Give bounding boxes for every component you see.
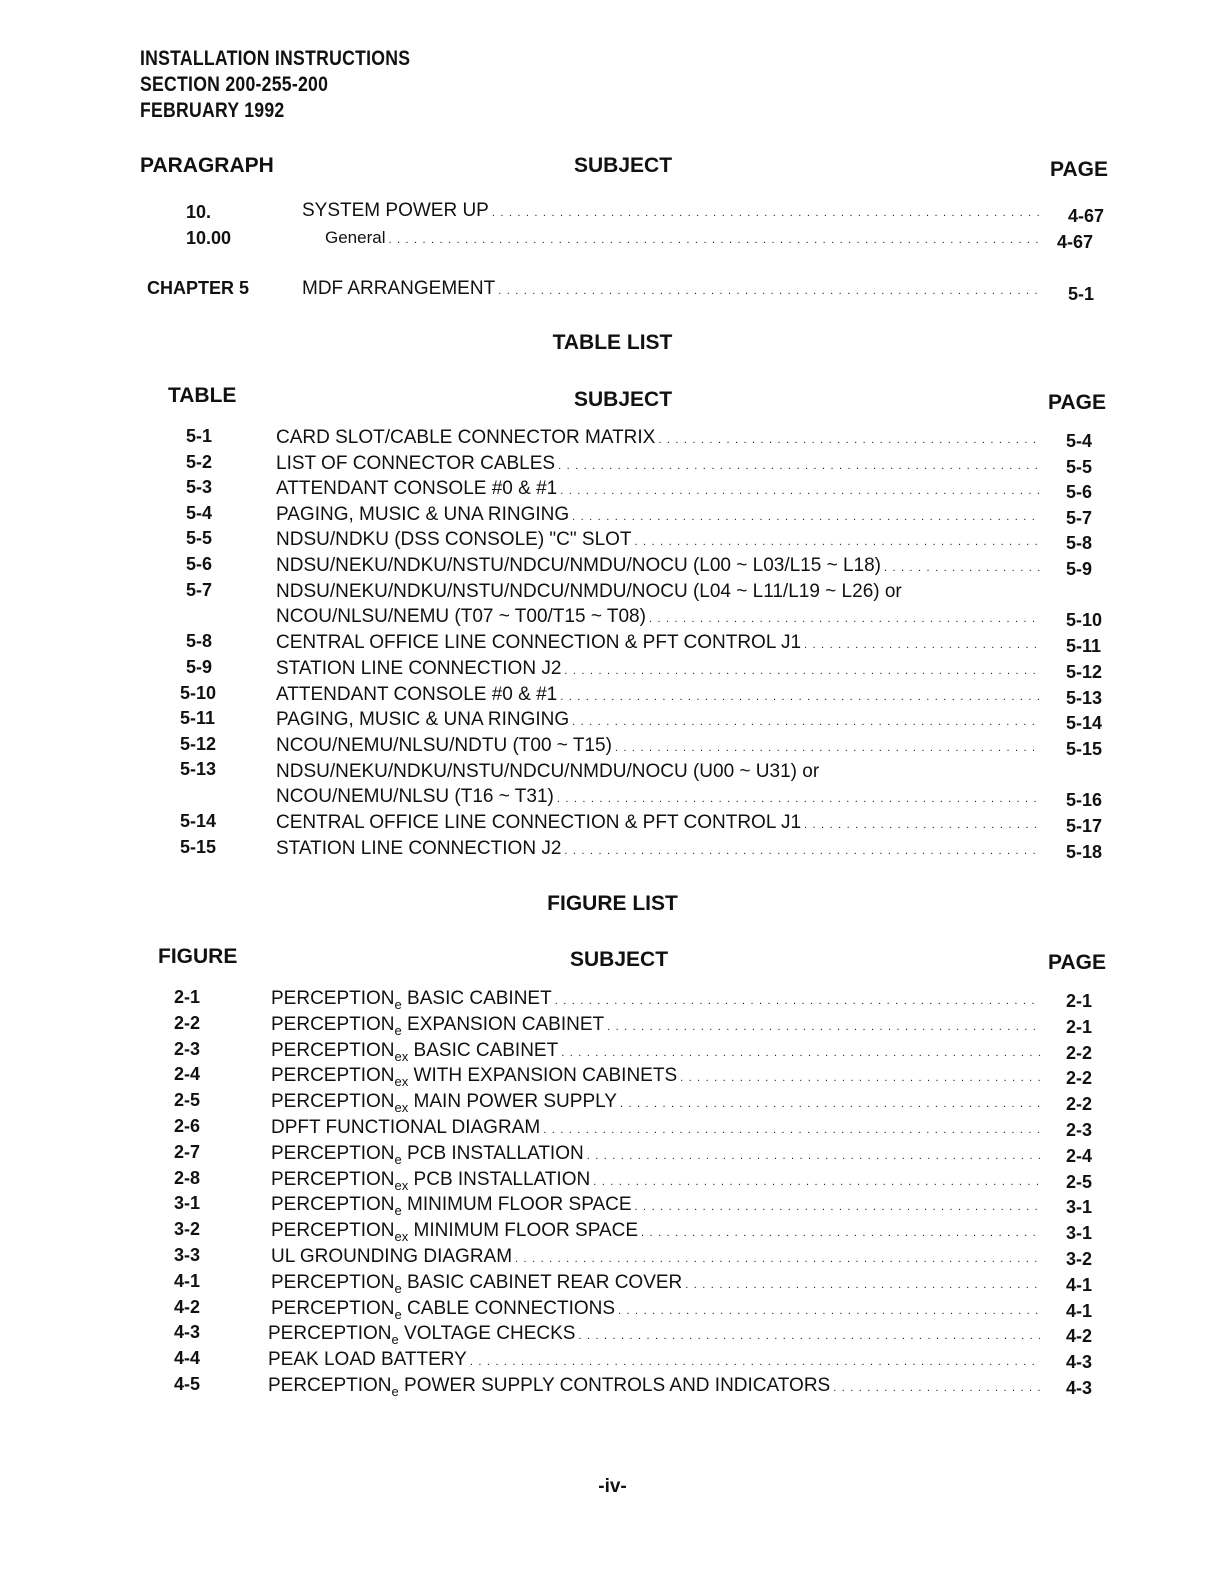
figure-product-name: PERCEPTION — [271, 1220, 395, 1241]
table-page: 5-6 — [1066, 482, 1093, 502]
table-num: 5-14 — [180, 811, 217, 831]
figure-page: 3-2 — [1066, 1249, 1093, 1269]
table-subject: CENTRAL OFFICE LINE CONNECTION & PFT CONTROL J1 . . . — [276, 632, 1042, 654]
contents-page: 4-67 — [1057, 232, 1094, 252]
figure-product-name: PERCEPTION — [271, 1298, 395, 1319]
figure-subject — [271, 1272, 1042, 1296]
figure-num: 2-3 — [174, 1039, 201, 1059]
figure-subject — [271, 1117, 1042, 1139]
header-section: SECTION 200-255-200 — [140, 73, 329, 96]
table-num: 5-13 — [180, 759, 217, 779]
table-num: 5-3 — [186, 477, 213, 497]
figure-page: 4-2 — [1066, 1326, 1093, 1346]
table-page: 5-10 — [1066, 610, 1103, 630]
figure-num: 4-1 — [174, 1271, 201, 1291]
table-subject: STATION LINE CONNECTION J2 . . . — [276, 838, 1042, 860]
figure-num: 2-8 — [174, 1168, 201, 1188]
table-num: 5-10 — [180, 683, 217, 703]
figure-num: 2-7 — [174, 1142, 201, 1162]
figure-product-name: PERCEPTION — [271, 1143, 395, 1164]
figure-page: 2-5 — [1066, 1172, 1093, 1192]
figure-subject-text: BASIC CABINET — [408, 1040, 559, 1061]
figure-num: 3-1 — [174, 1193, 201, 1213]
figure-subject-text: DPFT FUNCTIONAL DIAGRAM — [271, 1117, 541, 1138]
table-subject: ATTENDANT CONSOLE #0 & #1 . . . — [276, 684, 1042, 706]
figure-list-title: FIGURE LIST — [547, 892, 678, 915]
figure-page: 2-1 — [1066, 991, 1093, 1011]
figure-subject — [271, 1040, 1042, 1064]
col-subject-heading: SUBJECT — [570, 948, 669, 971]
page-number: -iv- — [598, 1476, 627, 1497]
figure-subject — [271, 1298, 1042, 1322]
table-subject: PAGING, MUSIC & UNA RINGING . . . — [276, 504, 1042, 526]
figure-subject-text: BASIC CABINET — [401, 988, 552, 1009]
table-subject: NDSU/NEKU/NDKU/NSTU/NDCU/NMDU/NOCU (L00 ~ L03/L15 ~ L18) . . . — [276, 555, 1042, 577]
figure-product-name: PERCEPTION — [271, 1272, 395, 1293]
figure-num: 4-5 — [174, 1374, 201, 1394]
figure-subject-text: MAIN POWER SUPPLY — [408, 1091, 617, 1112]
figure-subject — [271, 1194, 1042, 1218]
table-num: 5-11 — [180, 708, 216, 728]
figure-product-name: PERCEPTION — [271, 1040, 395, 1061]
table-subject: ATTENDANT CONSOLE #0 & #1 . . . — [276, 478, 1042, 500]
figure-subject-text: UL GROUNDING DIAGRAM — [271, 1246, 513, 1267]
col-subject-heading: SUBJECT — [574, 388, 673, 411]
figure-product-subscript: e — [391, 1332, 399, 1347]
header-date: FEBRUARY 1992 — [140, 99, 285, 122]
header-title: INSTALLATION INSTRUCTIONS — [140, 47, 411, 70]
figure-subject — [271, 1065, 1042, 1089]
figure-subject — [268, 1323, 1042, 1347]
figure-product-subscript: ex — [394, 1100, 409, 1115]
figure-product-subscript: e — [394, 1307, 402, 1322]
figure-product-name: PERCEPTION — [268, 1323, 392, 1344]
figure-num: 4-4 — [174, 1348, 201, 1368]
figure-subject — [271, 1246, 1042, 1268]
figure-product-subscript: ex — [394, 1074, 409, 1089]
figure-subject — [271, 1091, 1042, 1115]
table-subject: CARD SLOT/CABLE CONNECTOR MATRIX . . . — [276, 427, 1042, 449]
table-list-title: TABLE LIST — [552, 331, 673, 354]
table-page: 5-15 — [1066, 739, 1103, 759]
table-subject-continued: NCOU/NEMU/NLSU (T16 ~ T31) . . . — [276, 786, 1042, 808]
figure-num: 3-2 — [174, 1219, 201, 1239]
table-page: 5-8 — [1066, 533, 1093, 553]
figure-subject-text: WITH EXPANSION CABINETS — [408, 1065, 678, 1086]
figure-num: 2-5 — [174, 1090, 201, 1110]
table-subject: STATION LINE CONNECTION J2 . . . — [276, 658, 1042, 680]
figure-subject — [271, 988, 1042, 1012]
table-num: 5-7 — [186, 580, 213, 600]
figure-subject — [271, 1014, 1042, 1038]
table-page: 5-13 — [1066, 688, 1103, 708]
figure-subject — [268, 1349, 1042, 1371]
figure-subject-text: VOLTAGE CHECKS — [398, 1323, 576, 1344]
table-page: 5-12 — [1066, 662, 1103, 682]
figure-page: 4-1 — [1066, 1275, 1093, 1295]
table-subject-continued: NCOU/NLSU/NEMU (T07 ~ T00/T15 ~ T08) . . . — [276, 606, 1042, 628]
figure-product-subscript: ex — [394, 1229, 409, 1244]
contents-num: 10.00 — [186, 228, 232, 248]
figure-product-subscript: ex — [394, 1049, 409, 1064]
figure-page: 4-1 — [1066, 1301, 1093, 1321]
table-subject: NCOU/NEMU/NLSU/NDTU (T00 ~ T15) . . . — [276, 735, 1042, 757]
contents-subject: SYSTEM POWER UP . . . — [302, 200, 1042, 222]
figure-page: 2-2 — [1066, 1068, 1093, 1088]
table-num: 5-5 — [186, 528, 213, 548]
figure-num: 2-4 — [174, 1064, 201, 1084]
figure-subject — [271, 1143, 1042, 1167]
col-page-heading: PAGE — [1048, 951, 1106, 974]
figure-product-name: PERCEPTION — [271, 1091, 395, 1112]
figure-subject — [268, 1375, 1042, 1399]
table-page: 5-16 — [1066, 790, 1103, 810]
col-paragraph-heading: PARAGRAPH — [140, 154, 274, 177]
figure-subject-text: POWER SUPPLY CONTROLS AND INDICATORS — [398, 1375, 831, 1396]
figure-page: 2-3 — [1066, 1120, 1093, 1140]
figure-page: 3-1 — [1066, 1223, 1093, 1243]
figure-product-name: PERCEPTION — [268, 1375, 392, 1396]
figure-product-subscript: ex — [394, 1178, 409, 1193]
table-num: 5-6 — [186, 554, 213, 574]
figure-product-name: PERCEPTION — [271, 1065, 395, 1086]
table-subject: CENTRAL OFFICE LINE CONNECTION & PFT CONTROL J1 . . . — [276, 812, 1042, 834]
table-page: 5-17 — [1066, 816, 1103, 836]
figure-product-subscript: e — [394, 1281, 402, 1296]
figure-product-subscript: e — [391, 1384, 399, 1399]
col-table-heading: TABLE — [168, 384, 237, 407]
figure-num: 3-3 — [174, 1245, 201, 1265]
figure-page: 3-1 — [1066, 1197, 1093, 1217]
figure-subject-text: MINIMUM FLOOR SPACE — [408, 1220, 639, 1241]
figure-subject — [271, 1169, 1042, 1193]
table-num: 5-2 — [186, 452, 213, 472]
table-num: 5-9 — [186, 657, 213, 677]
col-page-heading: PAGE — [1050, 158, 1108, 181]
figure-subject-text: PEAK LOAD BATTERY — [268, 1349, 467, 1370]
contents-page: 5-1 — [1068, 284, 1095, 304]
figure-product-subscript: e — [394, 997, 402, 1012]
document-header — [140, 46, 462, 124]
figure-product-name: PERCEPTION — [271, 1169, 395, 1190]
figure-product-subscript: e — [394, 1023, 402, 1038]
col-page-heading: PAGE — [1048, 391, 1106, 414]
col-subject-heading: SUBJECT — [574, 154, 673, 177]
table-num: 5-8 — [186, 631, 213, 651]
table-page: 5-9 — [1066, 559, 1093, 579]
figure-num: 4-3 — [174, 1322, 201, 1342]
figure-subject-text: PCB INSTALLATION — [408, 1169, 591, 1190]
figure-subject — [271, 1220, 1042, 1244]
contents-num: 10. — [186, 202, 212, 222]
figure-page: 2-1 — [1066, 1017, 1093, 1037]
figure-subject-text: MINIMUM FLOOR SPACE — [401, 1194, 632, 1215]
contents-subject: General . . . — [325, 228, 1042, 248]
table-page: 5-4 — [1066, 431, 1093, 451]
figure-product-subscript: e — [394, 1152, 402, 1167]
figure-product-name: PERCEPTION — [271, 988, 395, 1009]
contents-num: CHAPTER 5 — [147, 278, 250, 298]
figure-product-name: PERCEPTION — [271, 1194, 395, 1215]
table-num: 5-15 — [180, 837, 217, 857]
figure-num: 4-2 — [174, 1297, 201, 1317]
table-subject: NDSU/NEKU/NDKU/NSTU/NDCU/NMDU/NOCU (L04 ~ L11/L19 ~ L26) or — [276, 581, 902, 602]
table-num: 5-1 — [186, 426, 213, 446]
figure-page: 2-2 — [1066, 1043, 1093, 1063]
table-num: 5-4 — [186, 503, 213, 523]
table-subject: NDSU/NEKU/NDKU/NSTU/NDCU/NMDU/NOCU (U00 ~ U31) or — [276, 761, 820, 782]
table-num: 5-12 — [180, 734, 217, 754]
contents-page: 4-67 — [1068, 206, 1105, 226]
figure-page: 4-3 — [1066, 1352, 1093, 1372]
figure-num: 2-6 — [174, 1116, 201, 1136]
figure-num: 2-1 — [174, 987, 201, 1007]
col-figure-heading: FIGURE — [158, 945, 238, 968]
figure-page: 2-4 — [1066, 1146, 1093, 1166]
figure-subject-text: PCB INSTALLATION — [401, 1143, 584, 1164]
table-page: 5-11 — [1066, 636, 1102, 656]
table-page: 5-5 — [1066, 457, 1093, 477]
table-page: 5-18 — [1066, 842, 1103, 862]
figure-page: 2-2 — [1066, 1094, 1093, 1114]
contents-subject: MDF ARRANGEMENT . . . — [302, 278, 1042, 300]
figure-product-subscript: e — [394, 1203, 402, 1218]
figure-subject-text: EXPANSION CABINET — [401, 1014, 605, 1035]
table-page: 5-7 — [1066, 508, 1093, 528]
figure-page: 4-3 — [1066, 1378, 1093, 1398]
table-subject: LIST OF CONNECTOR CABLES . . . — [276, 453, 1042, 475]
table-subject: PAGING, MUSIC & UNA RINGING . . . — [276, 709, 1042, 731]
table-subject: NDSU/NDKU (DSS CONSOLE) "C" SLOT . . . — [276, 529, 1042, 551]
figure-subject-text: CABLE CONNECTIONS — [401, 1298, 616, 1319]
figure-num: 2-2 — [174, 1013, 201, 1033]
table-page: 5-14 — [1066, 713, 1103, 733]
figure-product-name: PERCEPTION — [271, 1014, 395, 1035]
figure-subject-text: BASIC CABINET REAR COVER — [401, 1272, 683, 1293]
